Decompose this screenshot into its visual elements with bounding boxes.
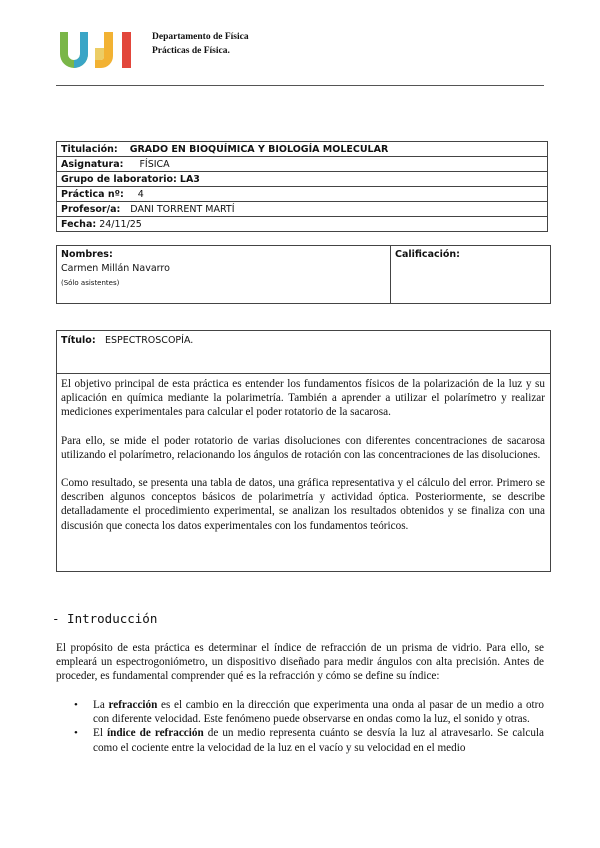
grade-label: Calificación: — [395, 249, 460, 260]
list-item — [56, 726, 544, 754]
info-row-practica — [57, 187, 548, 202]
info-value: DANI TORRENT MARTÍ — [130, 203, 235, 215]
student-name: Carmen Millán Navarro — [61, 263, 170, 274]
info-value: 4 — [137, 188, 144, 200]
info-value: 24/11/25 — [99, 218, 142, 230]
bullet-icon: • — [74, 699, 78, 711]
names-box — [56, 245, 551, 304]
intro-paragraph: El propósito de esta práctica es determinar el índice de refracción de un prisma de vidrio. Para ello, se empleará un espectrogoniómetro, un dispositivo diseñado para medir ángulos con alta precisión. Antes de proceder, es fundamental comprender qué es la refracción y cómo se define su índice: — [56, 642, 544, 683]
abstract-paragraph: El objetivo principal de esta práctica es entender los fundamentos físicos de la polarización de la luz y su aplicación en química mediante la polarimetría. También a aprender a utilizar el polarímetro y realizar mediciones experimentales para calcular el poder rotatorio de la sacarosa. — [61, 378, 545, 419]
info-label: Práctica nº: — [61, 188, 124, 200]
info-label: Grupo de laboratorio: — [61, 173, 177, 185]
title-value: ESPECTROSCOPÍA. — [105, 335, 194, 346]
info-row-titulacion — [57, 142, 548, 157]
practice-label: Prácticas de Física. — [152, 46, 230, 56]
list-item — [56, 698, 544, 726]
header-divider — [56, 85, 544, 86]
info-label: Profesor/a: — [61, 203, 121, 215]
info-label: Asignatura: — [61, 158, 124, 170]
intro-heading: - Introducción — [52, 611, 158, 626]
abstract-paragraph: Como resultado, se presenta una tabla de datos, una gráfica representativa y el cálculo del error. Primero se describen algunos conceptos básicos de polarimetría y actividad óptica. Posteriormente, se describe detalladamente el procedimiento experimental, se analizan los resultados obtenidos y se finaliza con una discusión que conecta los datos experimentales con los fundamentos teóricos. — [61, 477, 545, 532]
info-row-grupo — [57, 172, 548, 187]
bullet-post: es el cambio en la dirección que experimenta una onda al pasar de un medio a otro con diferente velocidad. Este fenómeno puede observarse en ondas como la luz, el sonido y otras. — [93, 699, 544, 726]
uji-logo — [60, 30, 134, 68]
bullet-post: de un medio representa cuánto se desvía la luz al atravesarlo. Se calcula como el cociente entre la velocidad de la luz en el vacío y su velocidad en el medio — [93, 727, 545, 754]
bullet-term: índice de refracción — [106, 727, 204, 740]
info-row-asignatura — [57, 157, 548, 172]
info-row-fecha — [57, 217, 548, 232]
abstract — [61, 377, 545, 547]
info-table — [56, 141, 548, 232]
bullet-icon: • — [74, 727, 78, 740]
title-row — [57, 331, 550, 374]
bullet-pre: La — [93, 699, 109, 711]
department-name — [152, 30, 249, 58]
names-label: Nombres: — [61, 249, 113, 260]
info-label: Fecha: — [61, 218, 97, 230]
info-label: Titulación: — [61, 143, 118, 155]
abstract-paragraph: Para ello, se mide el poder rotatorio de varias disoluciones con diferentes concentraciones de sacarosa utilizando el polarímetro, relacionando los ángulos de rotación con las concentraciones de las disoluciones. — [61, 434, 545, 461]
info-value: FÍSICA — [139, 158, 170, 170]
document-header — [60, 28, 540, 74]
info-value: GRADO EN BIOQUÍMICA Y BIOLOGÍA MOLECULAR — [129, 143, 389, 155]
bullet-pre: El — [93, 727, 107, 740]
intro-bullet-list — [56, 698, 544, 755]
info-row-profesor — [57, 202, 548, 217]
bullet-term: refracción — [108, 699, 158, 711]
attendees-note: (Sólo asistentes) — [61, 279, 120, 287]
title-label: Título: — [61, 335, 96, 346]
title-box — [56, 330, 551, 572]
department-label: Departamento de Física — [152, 32, 249, 42]
names-cell — [57, 246, 391, 303]
info-value: LA3 — [179, 173, 200, 185]
